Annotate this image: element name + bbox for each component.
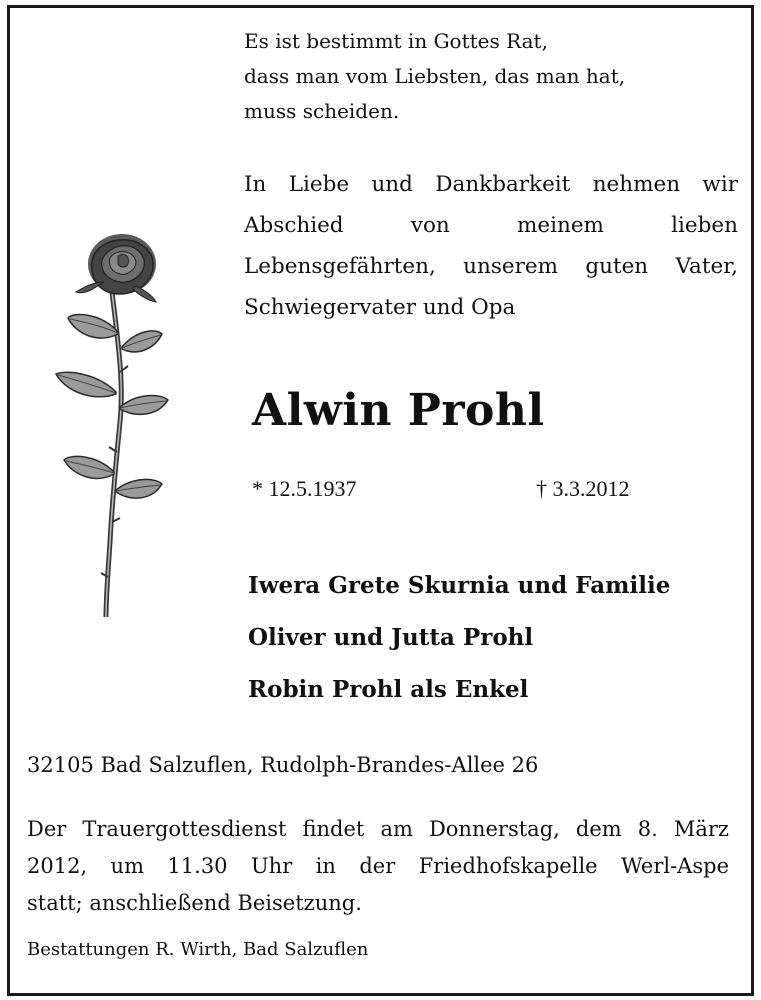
service-line: 2012, um 11.30 Uhr in der Friedhofskapelle Werl-Aspe [27, 854, 729, 878]
mourner-entry: Oliver und Jutta Prohl [248, 624, 534, 651]
verse [244, 24, 724, 129]
service-line: Der Trauergottesdienst findet am Donnerstag, dem 8. März [27, 817, 729, 841]
funeral-home: Bestattungen R. Wirth, Bad Salzuflen [27, 939, 369, 960]
service-info [27, 811, 729, 922]
rose-icon [40, 222, 180, 622]
intro-line: Schwiegervater und Opa [244, 295, 516, 320]
intro-line: Abschied von meinem lieben [244, 213, 738, 238]
intro-text [244, 164, 738, 328]
intro-line: In Liebe und Dankbarkeit nehmen wir [244, 172, 738, 197]
verse-line: Es ist bestimmt in Gottes Rat, [244, 29, 548, 53]
mourner-entry: Robin Prohl als Enkel [248, 676, 529, 703]
family-address: 32105 Bad Salzuflen, Rudolph-Brandes-Allee 26 [27, 753, 539, 777]
mourners-list [248, 560, 670, 716]
verse-line: dass man vom Liebsten, das man hat, [244, 64, 626, 88]
service-line: statt; anschließend Beisetzung. [27, 891, 362, 915]
verse-line: muss scheiden. [244, 99, 400, 123]
mourner-entry: Iwera Grete Skurnia und Familie [248, 572, 671, 599]
birth-date: * 12.5.1937 [252, 476, 357, 501]
death-date: † 3.3.2012 [536, 476, 630, 501]
intro-line: Lebensgefährten, unserem guten Vater, [244, 254, 738, 279]
deceased-name: Alwin Prohl [252, 385, 545, 436]
